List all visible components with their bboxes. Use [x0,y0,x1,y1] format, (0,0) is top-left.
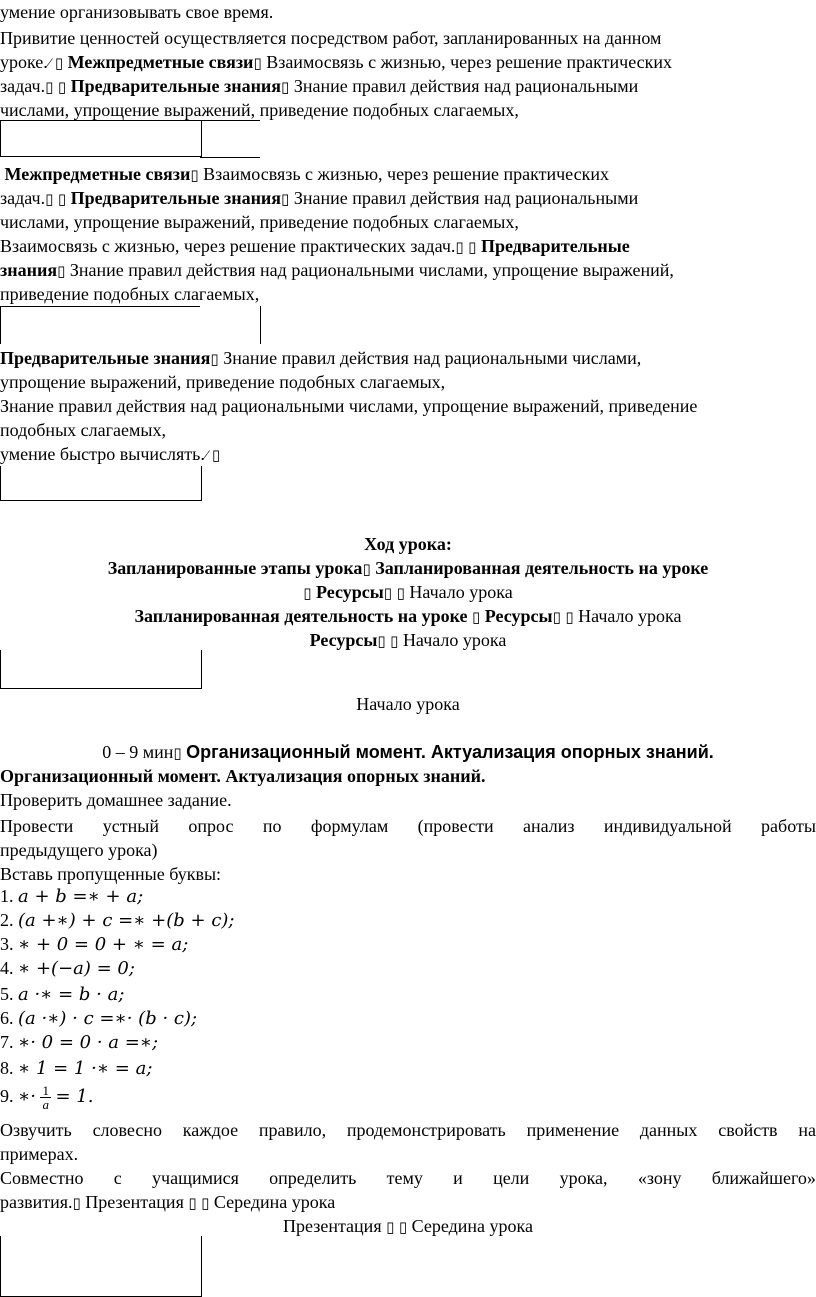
formula-item: 6. (a ·∗) · c =∗· (b · c); [0,1008,198,1029]
text-line: задач.▯ ▯ Предварительные знания▯ Знание правил действия над рациональными [0,188,639,208]
word: Провести [0,816,74,836]
word: правило, [258,1120,327,1140]
text-line: примерах. [0,1144,79,1164]
table-cell-box [0,120,202,157]
text-line: знания▯ Знание правил действия над рациональными числами, упрощение выражений, [0,260,674,280]
text-line: Привитие ценностей осуществляется посредством работ, запланированных на данном [0,28,662,48]
word: индивидуальной [603,816,732,836]
word: учащимися [152,1168,239,1188]
formula-item: 1. a + b =∗ + a; [0,886,144,907]
table-rule [0,120,260,121]
text-line: числами, упрощение выражений, приведение подобных слагаемых, [0,212,519,232]
text-line: Знание правил действия над рациональными числами, упрощение выражений, приведение [0,396,698,416]
table-rule [0,306,1,344]
text-line-justified [0,1166,816,1190]
word: словесно [92,1120,162,1140]
text-line: приведение подобных слагаемых, [0,284,260,304]
word: цели [493,1168,530,1188]
word: свойств [718,1120,778,1140]
text-line: подобных слагаемых, [0,420,166,440]
table-cell-box [0,1236,202,1297]
text-line: ▯ Ресурсы▯ ▯ Начало урока [303,582,513,602]
word: опрос [188,816,234,836]
word: и [453,1168,463,1188]
word: применение [526,1120,620,1140]
stage-heading: 0 – 9 мин▯ Организационный момент. Актуализация опорных знаний. [102,742,714,762]
word: определить [269,1168,357,1188]
text-line: Взаимосвязь с жизнью, через решение практических задач.▯ ▯ Предварительные [0,236,630,256]
formula-item: 7. ∗· 0 = 0 · a =∗; [0,1032,159,1053]
stage-heading: Организационный момент. Актуализация опорных знаний. [0,766,486,786]
formula-item: 3. ∗ + 0 = 0 + ∗ = a; [0,934,189,955]
text-line: умение организовывать свое время. [0,2,274,22]
table-rule [200,157,260,158]
text-line: умение быстро вычислять.⁄ ▯ [0,444,221,464]
table-rule [260,306,261,344]
word: ближайшего» [711,1168,816,1188]
text-line-justified [0,1118,816,1142]
formula-item: 8. ∗ 1 = 1 ·∗ = a; [0,1058,153,1079]
word: Совместно [0,1168,84,1188]
formula-item: 9. ∗· $\frac{1}{a}$ = 1. [0,1083,94,1113]
text-line: упрощение выражений, приведение подобных слагаемых, [0,372,446,392]
text-line: Проверить домашнее задание. [0,790,232,810]
fraction: $\frac{1}{a}$ [42,1083,49,1113]
word: по [262,816,282,836]
table-rule [0,306,200,307]
word: урока, [559,1168,608,1188]
text-line: развития.▯ Презентация ▯ ▯ Середина урока [0,1192,336,1212]
text-line: Начало урока [356,694,460,714]
formula-item: 5. a ·∗ = b · a; [0,984,125,1005]
word: с [113,1168,122,1188]
word: данных [639,1120,698,1140]
text-line: Запланированные этапы урока▯ Запланированная деятельность на уроке [107,558,709,578]
text-line: Межпредметные связи▯ Взаимосвязь с жизнью, через решение практических [4,164,609,184]
table-cell-box [0,466,202,501]
text-line: Предварительные знания▯ Знание правил действия над рациональными числами, [0,348,642,368]
word: (провести [417,816,494,836]
formula-item: 2. (a +∗) + c =∗ +(b + c); [0,910,235,931]
text-line: предыдущего урока) [0,840,158,860]
word: на [798,1120,816,1140]
text-line-justified [0,814,816,838]
word: работы [761,816,816,836]
word: устный [102,816,159,836]
section-title: Ход урока: [364,534,452,554]
text-line: Вставь пропущенные буквы: [0,864,222,884]
text-line: числами, упрощение выражений, приведение подобных слагаемых, [0,100,519,120]
word: продемонстрировать [346,1120,506,1140]
text-line: Презентация ▯ ▯ Середина урока [283,1216,533,1236]
text-line: Запланированная деятельность на уроке ▯ Ресурсы▯ ▯ Начало урока [134,606,682,626]
text-line: Ресурсы▯ ▯ Начало урока [309,630,507,650]
word: каждое [182,1120,239,1140]
table-cell-box [0,650,202,689]
formula-item: 4. ∗ +(−a) = 0; [0,958,135,979]
word: тему [386,1168,423,1188]
text-line: уроке.⁄ ▯ Межпредметные связи▯ Взаимосвязь с жизнью, через решение практических [0,52,673,72]
word: «зону [637,1168,682,1188]
word: формулам [310,816,389,836]
text-line: задач.▯ ▯ Предварительные знания▯ Знание правил действия над рациональными [0,76,639,96]
word: анализ [523,816,575,836]
word: Озвучить [0,1120,72,1140]
